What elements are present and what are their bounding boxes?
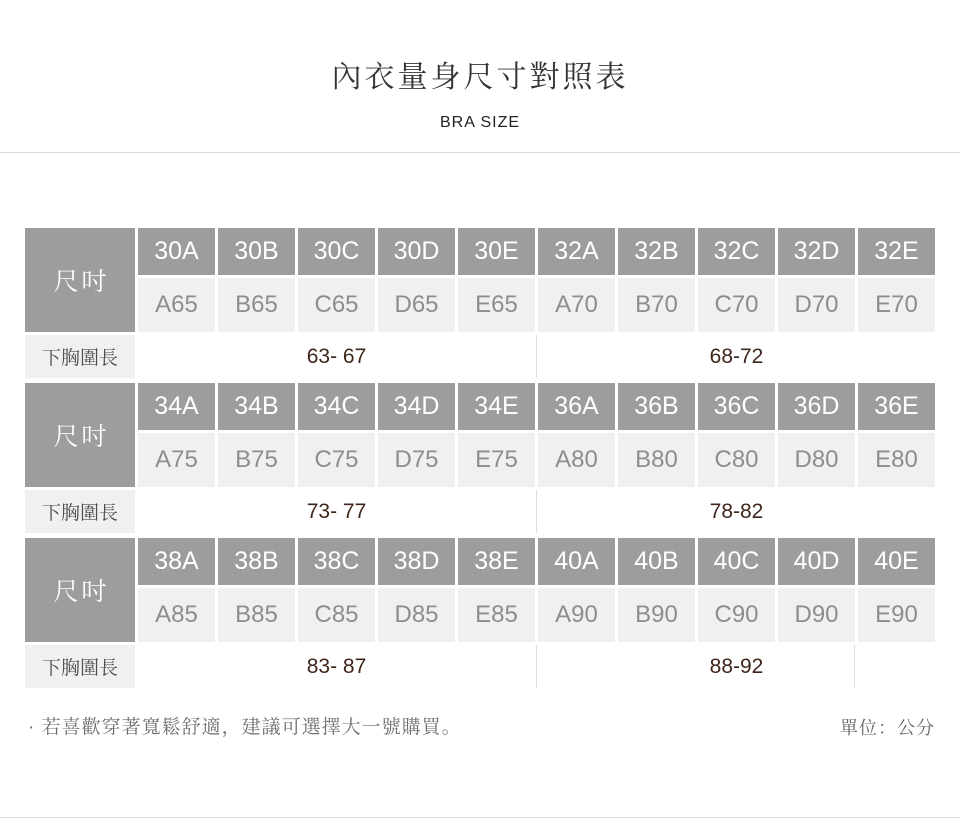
underbust-range-right: 68-72 [538,335,935,378]
size-code-cell: D90 [778,588,855,642]
size-code-cell: B75 [218,433,295,487]
size-header-cell: 40D [778,538,855,585]
underbust-range-left: 63- 67 [138,335,535,378]
size-header-cell: 38E [458,538,535,585]
size-code-cell: D65 [378,278,455,332]
top-divider-line [0,152,960,153]
size-header-cell: 36B [618,383,695,430]
size-code-cell: B80 [618,433,695,487]
size-header-cell: 30A [138,228,215,275]
size-code-cell: E80 [858,433,935,487]
size-code-cell: B85 [218,588,295,642]
size-code-cell: A90 [538,588,615,642]
size-code-cell: E70 [858,278,935,332]
underbust-range-left: 83- 87 [138,645,535,688]
size-header-cell: 40A [538,538,615,585]
size-header-cell: 30D [378,228,455,275]
page-subtitle: BRA SIZE [439,114,521,131]
underbust-range-right: 78-82 [538,490,935,533]
underbust-range-left: 73- 77 [138,490,535,533]
size-header-cell: 34A [138,383,215,430]
size-header-cell: 34B [218,383,295,430]
size-header-cell: 36A [538,383,615,430]
size-code-cell: A80 [538,433,615,487]
size-header-cell: 36D [778,383,855,430]
size-code-cell: C65 [298,278,375,332]
size-code-cell: D70 [778,278,855,332]
size-code-cell: D85 [378,588,455,642]
size-header-cell: 40B [618,538,695,585]
row-label-size: 尺吋 [25,538,135,642]
size-group-38-40 [25,538,935,688]
size-header-cell: 34C [298,383,375,430]
size-header-cell: 32D [778,228,855,275]
size-header-cell: 40E [858,538,935,585]
size-header-cell: 30C [298,228,375,275]
size-header-cell: 38B [218,538,295,585]
size-code-cell: E75 [458,433,535,487]
size-code-cell: A75 [138,433,215,487]
size-code-cell: D75 [378,433,455,487]
size-code-cell: D80 [778,433,855,487]
row-label-underbust: 下胸圍長 [25,490,135,533]
size-code-cell: C85 [298,588,375,642]
size-code-cell: B70 [618,278,695,332]
size-header-cell: 34D [378,383,455,430]
size-code-cell: C80 [698,433,775,487]
size-code-cell: A70 [538,278,615,332]
size-header-cell: 36E [858,383,935,430]
underbust-range-right [538,645,935,688]
size-table [25,228,935,693]
size-code-cell: B65 [218,278,295,332]
size-header-cell: 32C [698,228,775,275]
size-header-cell: 32B [618,228,695,275]
bottom-divider-line [0,817,960,818]
size-header-cell: 38D [378,538,455,585]
underbust-range-right-value: 88-92 [709,654,764,678]
page-title: 內衣量身尺寸對照表 [331,61,629,94]
size-code-cell: E85 [458,588,535,642]
row-label-underbust: 下胸圍長 [25,645,135,688]
row-label-size: 尺吋 [25,383,135,487]
size-header-cell: 36C [698,383,775,430]
size-code-cell: A85 [138,588,215,642]
size-code-cell: C75 [298,433,375,487]
size-header-cell: 38C [298,538,375,585]
size-header-cell: 38A [138,538,215,585]
unit-label: 單位：公分 [840,718,935,738]
size-header-cell: 30E [458,228,535,275]
row-label-underbust: 下胸圍長 [25,335,135,378]
size-code-cell: E90 [858,588,935,642]
size-code-cell: C90 [698,588,775,642]
size-header-cell: 40C [698,538,775,585]
size-header-cell: 32E [858,228,935,275]
empty-cell-divider [854,645,855,688]
size-header-cell: 30B [218,228,295,275]
row-label-size: 尺吋 [25,228,135,332]
footnote: · 若喜歡穿著寬鬆舒適，建議可選擇大一號購買。 [28,717,462,738]
size-group-34-36 [25,383,935,533]
size-code-cell: C70 [698,278,775,332]
size-header-cell: 34E [458,383,535,430]
size-code-cell: E65 [458,278,535,332]
size-code-cell: B90 [618,588,695,642]
size-header-cell: 32A [538,228,615,275]
size-group-30-32 [25,228,935,378]
size-code-cell: A65 [138,278,215,332]
